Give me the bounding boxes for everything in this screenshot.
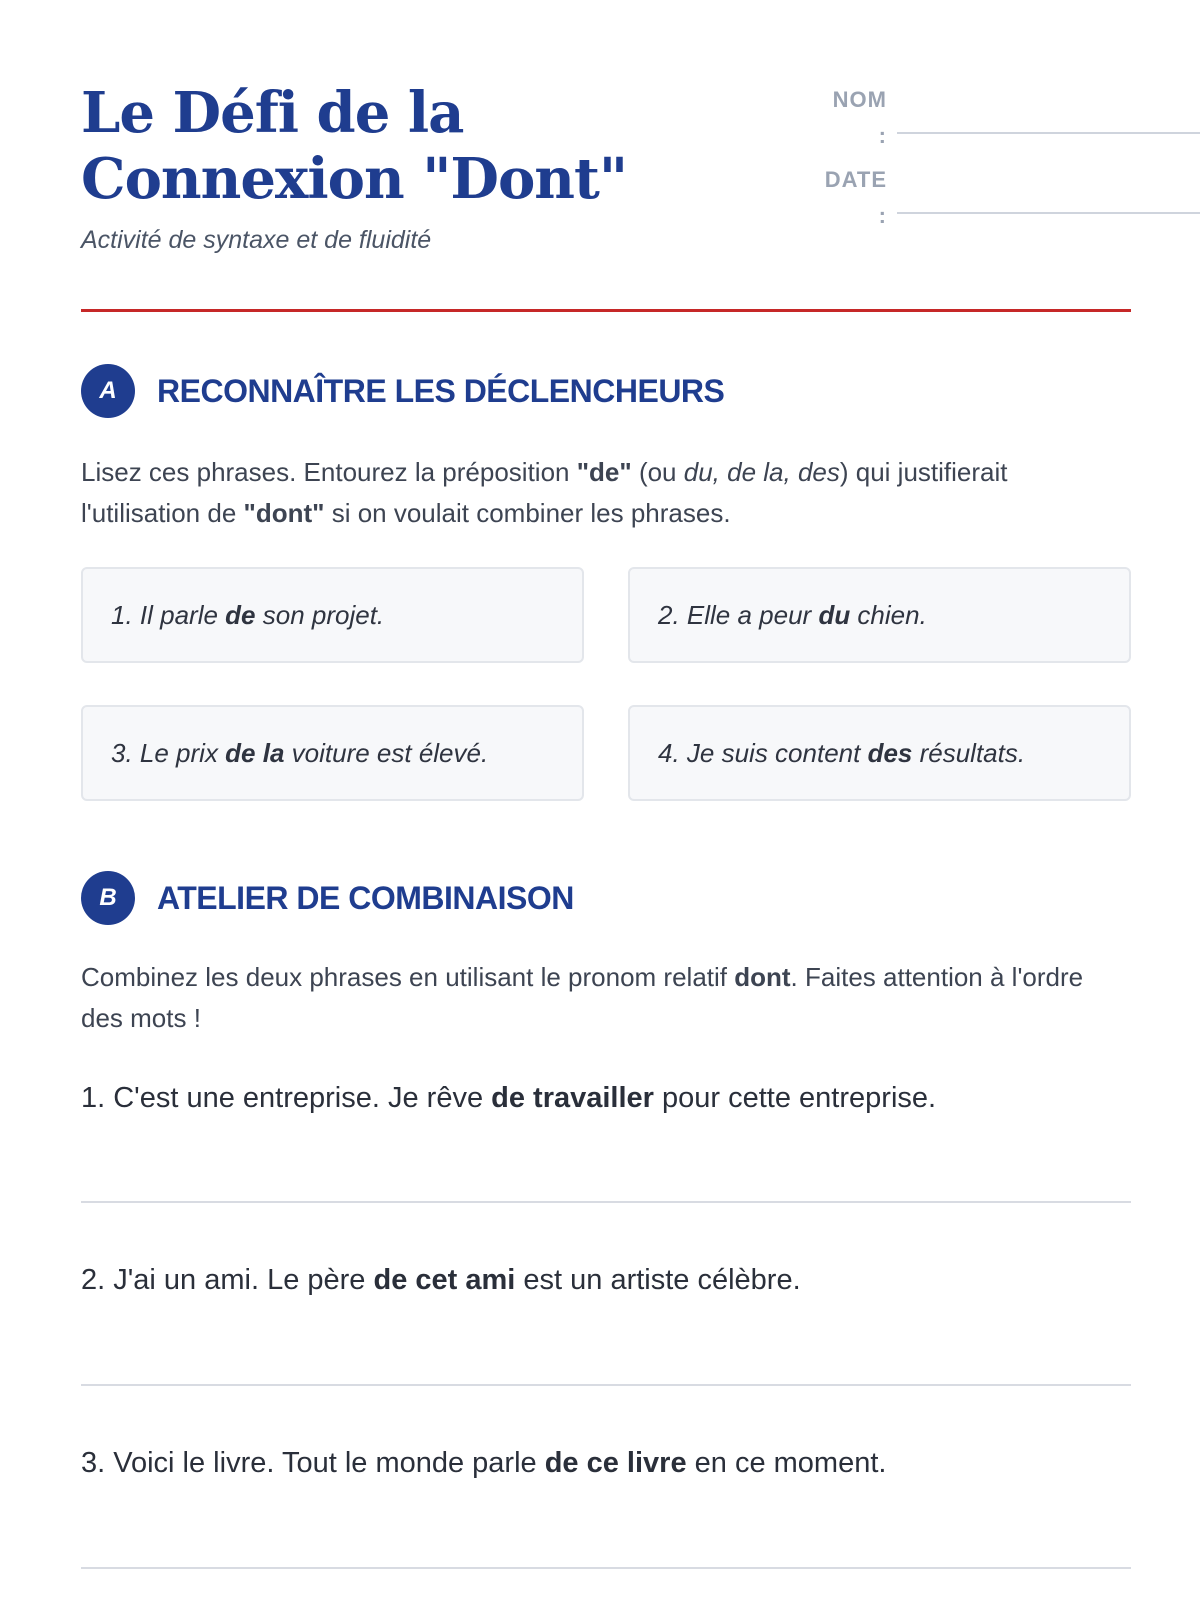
- sentence-card[interactable]: [81, 567, 584, 663]
- exercise-prompt: [81, 1445, 1131, 1481]
- exercise-key-phrase: de travailler: [491, 1082, 654, 1114]
- sentence-card[interactable]: [628, 567, 1131, 663]
- instr-a-text-1: Lisez ces phrases. Entourez la préposition: [81, 457, 577, 487]
- exercise-prompt: [81, 1080, 1131, 1116]
- exercise-text: 2. J'ai un ami. Le père: [81, 1264, 374, 1296]
- header: [81, 80, 1131, 255]
- answer-line[interactable]: [81, 1384, 1131, 1386]
- section-b-title: ATELIER DE COMBINAISON: [157, 879, 574, 916]
- answer-line[interactable]: [81, 1567, 1131, 1569]
- exercise-item: [81, 1080, 1131, 1116]
- sentence-card[interactable]: [628, 705, 1131, 801]
- card-text: 4. Je suis content: [658, 737, 868, 768]
- exercise-item: [81, 1262, 1131, 1298]
- card-text: résultats.: [912, 737, 1026, 768]
- card-text: 3. Le prix: [111, 737, 226, 768]
- section-a-title: RECONNAÎTRE LES DÉCLENCHEURS: [157, 372, 725, 409]
- page-subtitle: Activité de syntaxe et de fluidité: [81, 226, 432, 254]
- exercise-key-phrase: de ce livre: [544, 1447, 687, 1479]
- instr-a-bold-dont: "dont": [243, 498, 325, 528]
- card-text: 2. Elle a peur: [658, 599, 819, 630]
- instr-a-text-3: ) qui justifierait l'utilisation de: [81, 457, 1008, 528]
- exercise-text: est un artiste célèbre.: [515, 1264, 801, 1296]
- card-preposition: des: [867, 737, 913, 768]
- student-info: [821, 80, 1200, 240]
- section-a-badge: A: [81, 364, 135, 418]
- exercise-prompt: [81, 1262, 1131, 1298]
- section-a-heading: [81, 364, 724, 418]
- exercise-item: [81, 1445, 1131, 1481]
- sentence-card[interactable]: [81, 705, 584, 801]
- exercise-text: 1. C'est une entreprise. Je rêve: [81, 1082, 492, 1114]
- card-text: chien.: [850, 599, 927, 630]
- instr-a-text-4: si on voulait combiner les phrases.: [324, 498, 731, 528]
- instr-a-italic-forms: du, de la, des: [683, 457, 840, 487]
- name-row: [821, 80, 1200, 160]
- name-label: NOM :: [832, 87, 887, 148]
- date-label: DATE :: [824, 167, 887, 228]
- card-text: voiture est élevé.: [284, 737, 489, 768]
- exercise-text: 3. Voici le livre. Tout le monde parle: [81, 1447, 545, 1479]
- name-field-line[interactable]: [897, 132, 1200, 134]
- date-row: [821, 160, 1200, 240]
- card-text: 1. Il parle: [111, 599, 226, 630]
- answer-line[interactable]: [81, 1201, 1131, 1203]
- card-preposition: de: [225, 599, 256, 630]
- instr-a-text-2: (ou: [631, 457, 684, 487]
- section-a-instruction: [81, 452, 1131, 534]
- card-preposition: du: [818, 599, 851, 630]
- instr-b-bold-dont: dont: [734, 962, 791, 992]
- date-field-line[interactable]: [897, 212, 1200, 214]
- section-b-heading: [81, 871, 574, 925]
- page-title: Le Défi de la Connexion "Dont": [81, 80, 628, 212]
- section-b-instruction: [81, 957, 1131, 1039]
- instr-a-bold-de: "de": [576, 457, 632, 487]
- exercise-text: en ce moment.: [686, 1447, 887, 1479]
- instr-b-text-1: Combinez les deux phrases en utilisant le pronom relatif: [81, 962, 735, 992]
- exercise-key-phrase: de cet ami: [373, 1264, 516, 1296]
- exercise-text: pour cette entreprise.: [653, 1082, 937, 1114]
- card-preposition: de la: [225, 737, 285, 768]
- header-divider: [81, 309, 1131, 312]
- instr-b-text-2: . Faites attention à l'ordre des mots !: [81, 962, 1084, 1033]
- card-text: son projet.: [255, 599, 385, 630]
- section-b-badge: B: [81, 871, 135, 925]
